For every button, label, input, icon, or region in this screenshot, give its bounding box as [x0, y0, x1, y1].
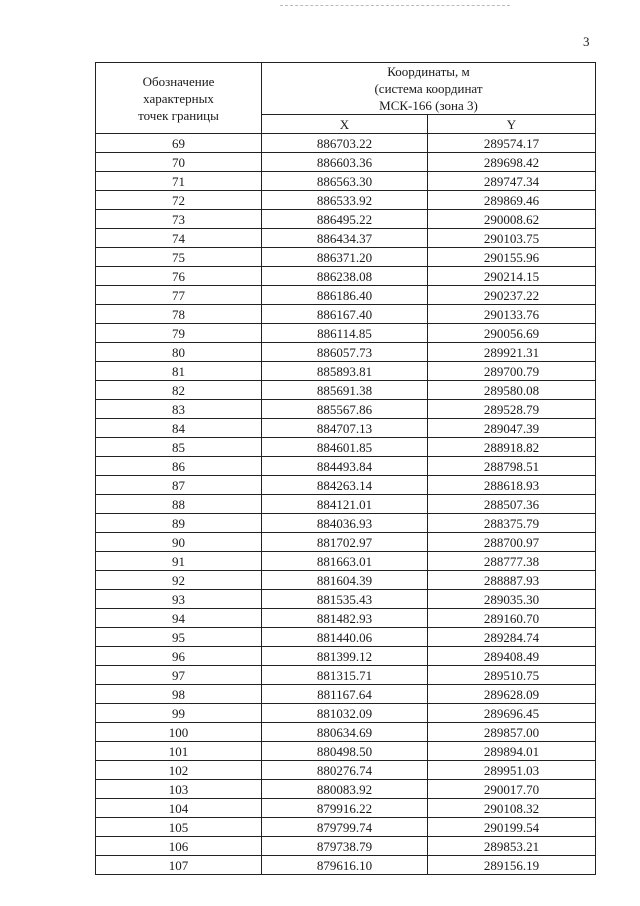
table-row — [96, 856, 596, 875]
point-number-cell: 91 — [96, 552, 262, 571]
x-coordinate-cell: 886434.37 — [262, 229, 428, 248]
x-coordinate-cell: 884263.14 — [262, 476, 428, 495]
x-coordinate-cell: 886703.22 — [262, 134, 428, 153]
point-number-cell: 82 — [96, 381, 262, 400]
point-number-cell: 87 — [96, 476, 262, 495]
point-number-cell: 94 — [96, 609, 262, 628]
table-row — [96, 818, 596, 837]
point-number-cell: 84 — [96, 419, 262, 438]
table-row — [96, 438, 596, 457]
x-coordinate-cell: 880498.50 — [262, 742, 428, 761]
point-number-cell: 69 — [96, 134, 262, 153]
x-coordinate-cell: 886167.40 — [262, 305, 428, 324]
y-coordinate-cell: 289869.46 — [428, 191, 596, 210]
x-coordinate-cell: 880083.92 — [262, 780, 428, 799]
y-coordinate-cell: 289951.03 — [428, 761, 596, 780]
y-coordinate-cell: 290237.22 — [428, 286, 596, 305]
x-coordinate-cell: 880634.69 — [262, 723, 428, 742]
x-coordinate-cell: 881482.93 — [262, 609, 428, 628]
y-coordinate-cell: 289853.21 — [428, 837, 596, 856]
table-row — [96, 362, 596, 381]
point-number-cell: 93 — [96, 590, 262, 609]
y-coordinate-cell: 289574.17 — [428, 134, 596, 153]
coordinates-table — [95, 62, 596, 875]
y-coordinate-cell: 288918.82 — [428, 438, 596, 457]
x-coordinate-cell: 881167.64 — [262, 685, 428, 704]
table-row — [96, 381, 596, 400]
x-coordinate-cell: 886114.85 — [262, 324, 428, 343]
table-row — [96, 837, 596, 856]
point-number-cell: 74 — [96, 229, 262, 248]
x-coordinate-cell: 886186.40 — [262, 286, 428, 305]
table-row — [96, 514, 596, 533]
table-row — [96, 419, 596, 438]
y-coordinate-cell: 289580.08 — [428, 381, 596, 400]
y-coordinate-cell: 289921.31 — [428, 343, 596, 362]
x-coordinate-cell: 886603.36 — [262, 153, 428, 172]
table-row — [96, 191, 596, 210]
point-number-cell: 107 — [96, 856, 262, 875]
header-line: МСК-166 (зона 3) — [379, 98, 478, 113]
x-coordinate-cell: 885567.86 — [262, 400, 428, 419]
header-line: Обозначение — [142, 73, 215, 89]
table-row — [96, 590, 596, 609]
point-number-cell: 104 — [96, 799, 262, 818]
scan-edge-marks — [280, 5, 510, 8]
table-row — [96, 533, 596, 552]
y-coordinate-cell: 290214.15 — [428, 267, 596, 286]
point-number-cell: 80 — [96, 343, 262, 362]
x-coordinate-cell: 879616.10 — [262, 856, 428, 875]
x-coordinate-cell: 881315.71 — [262, 666, 428, 685]
y-coordinate-cell: 288375.79 — [428, 514, 596, 533]
x-coordinate-cell: 881032.09 — [262, 704, 428, 723]
table-row — [96, 685, 596, 704]
y-coordinate-cell: 289284.74 — [428, 628, 596, 647]
table-row — [96, 134, 596, 153]
y-coordinate-cell: 290008.62 — [428, 210, 596, 229]
point-number-cell: 103 — [96, 780, 262, 799]
x-coordinate-cell: 884493.84 — [262, 457, 428, 476]
x-coordinate-cell: 879916.22 — [262, 799, 428, 818]
x-coordinate-cell: 881399.12 — [262, 647, 428, 666]
table-row — [96, 248, 596, 267]
header-line: точек границы — [138, 107, 219, 123]
x-coordinate-cell: 886563.30 — [262, 172, 428, 191]
x-coordinate-cell: 881440.06 — [262, 628, 428, 647]
y-coordinate-cell: 288700.97 — [428, 533, 596, 552]
table-row — [96, 457, 596, 476]
point-number-cell: 75 — [96, 248, 262, 267]
point-number-cell: 101 — [96, 742, 262, 761]
x-coordinate-cell: 885691.38 — [262, 381, 428, 400]
y-coordinate-cell: 290133.76 — [428, 305, 596, 324]
point-number-cell: 76 — [96, 267, 262, 286]
x-coordinate-cell: 884121.01 — [262, 495, 428, 514]
point-number-cell: 100 — [96, 723, 262, 742]
header-x: X — [262, 115, 428, 134]
point-number-cell: 89 — [96, 514, 262, 533]
table-row — [96, 761, 596, 780]
y-coordinate-cell: 290108.32 — [428, 799, 596, 818]
x-coordinate-cell: 881535.43 — [262, 590, 428, 609]
table-row — [96, 723, 596, 742]
y-coordinate-cell: 289747.34 — [428, 172, 596, 191]
y-coordinate-cell: 289047.39 — [428, 419, 596, 438]
y-coordinate-cell: 289696.45 — [428, 704, 596, 723]
x-coordinate-cell: 879799.74 — [262, 818, 428, 837]
table-row — [96, 609, 596, 628]
table-row — [96, 400, 596, 419]
point-number-cell: 97 — [96, 666, 262, 685]
point-number-cell: 77 — [96, 286, 262, 305]
y-coordinate-cell: 290103.75 — [428, 229, 596, 248]
point-number-cell: 83 — [96, 400, 262, 419]
table-row — [96, 172, 596, 191]
y-coordinate-cell: 289894.01 — [428, 742, 596, 761]
table-row — [96, 343, 596, 362]
x-coordinate-cell: 879738.79 — [262, 837, 428, 856]
table-row — [96, 552, 596, 571]
table-row — [96, 153, 596, 172]
point-number-cell: 99 — [96, 704, 262, 723]
point-number-cell: 70 — [96, 153, 262, 172]
header-point-designation — [96, 63, 262, 134]
x-coordinate-cell: 886057.73 — [262, 343, 428, 362]
table-row — [96, 495, 596, 514]
x-coordinate-cell: 881663.01 — [262, 552, 428, 571]
table-row — [96, 476, 596, 495]
header-coordinates — [262, 63, 596, 115]
header-line: характерных — [143, 90, 214, 106]
table-row — [96, 229, 596, 248]
header-line: (система координат — [374, 81, 483, 96]
x-coordinate-cell: 886238.08 — [262, 267, 428, 286]
y-coordinate-cell: 290017.70 — [428, 780, 596, 799]
table-body — [96, 134, 596, 875]
table-row — [96, 267, 596, 286]
point-number-cell: 106 — [96, 837, 262, 856]
table-row — [96, 324, 596, 343]
point-number-cell: 71 — [96, 172, 262, 191]
point-number-cell: 98 — [96, 685, 262, 704]
table-row — [96, 305, 596, 324]
table-row — [96, 666, 596, 685]
point-number-cell: 73 — [96, 210, 262, 229]
y-coordinate-cell: 288798.51 — [428, 457, 596, 476]
table-row — [96, 780, 596, 799]
table-row — [96, 571, 596, 590]
table-row — [96, 286, 596, 305]
y-coordinate-cell: 289035.30 — [428, 590, 596, 609]
table-row — [96, 704, 596, 723]
point-number-cell: 86 — [96, 457, 262, 476]
x-coordinate-cell: 884036.93 — [262, 514, 428, 533]
y-coordinate-cell: 289857.00 — [428, 723, 596, 742]
y-coordinate-cell: 289628.09 — [428, 685, 596, 704]
x-coordinate-cell: 880276.74 — [262, 761, 428, 780]
x-coordinate-cell: 886533.92 — [262, 191, 428, 210]
point-number-cell: 88 — [96, 495, 262, 514]
table-row — [96, 210, 596, 229]
point-number-cell: 81 — [96, 362, 262, 381]
table-row — [96, 799, 596, 818]
y-coordinate-cell: 290056.69 — [428, 324, 596, 343]
y-coordinate-cell: 289698.42 — [428, 153, 596, 172]
y-coordinate-cell: 290155.96 — [428, 248, 596, 267]
y-coordinate-cell: 288887.93 — [428, 571, 596, 590]
header-y: Y — [428, 115, 596, 134]
x-coordinate-cell: 881604.39 — [262, 571, 428, 590]
table-row — [96, 628, 596, 647]
y-coordinate-cell: 288618.93 — [428, 476, 596, 495]
y-coordinate-cell: 290199.54 — [428, 818, 596, 837]
point-number-cell: 102 — [96, 761, 262, 780]
point-number-cell: 79 — [96, 324, 262, 343]
x-coordinate-cell: 881702.97 — [262, 533, 428, 552]
point-number-cell: 105 — [96, 818, 262, 837]
y-coordinate-cell: 289700.79 — [428, 362, 596, 381]
x-coordinate-cell: 886371.20 — [262, 248, 428, 267]
y-coordinate-cell: 289528.79 — [428, 400, 596, 419]
y-coordinate-cell: 289510.75 — [428, 666, 596, 685]
page-number: 3 — [583, 34, 590, 49]
table-row — [96, 647, 596, 666]
x-coordinate-cell: 885893.81 — [262, 362, 428, 381]
point-number-cell: 90 — [96, 533, 262, 552]
y-coordinate-cell: 288507.36 — [428, 495, 596, 514]
point-number-cell: 96 — [96, 647, 262, 666]
y-coordinate-cell: 289160.70 — [428, 609, 596, 628]
y-coordinate-cell: 289156.19 — [428, 856, 596, 875]
point-number-cell: 72 — [96, 191, 262, 210]
point-number-cell: 85 — [96, 438, 262, 457]
point-number-cell: 95 — [96, 628, 262, 647]
point-number-cell: 92 — [96, 571, 262, 590]
x-coordinate-cell: 884707.13 — [262, 419, 428, 438]
header-line: Координаты, м — [387, 64, 470, 79]
y-coordinate-cell: 289408.49 — [428, 647, 596, 666]
point-number-cell: 78 — [96, 305, 262, 324]
table-row — [96, 742, 596, 761]
x-coordinate-cell: 884601.85 — [262, 438, 428, 457]
y-coordinate-cell: 288777.38 — [428, 552, 596, 571]
x-coordinate-cell: 886495.22 — [262, 210, 428, 229]
